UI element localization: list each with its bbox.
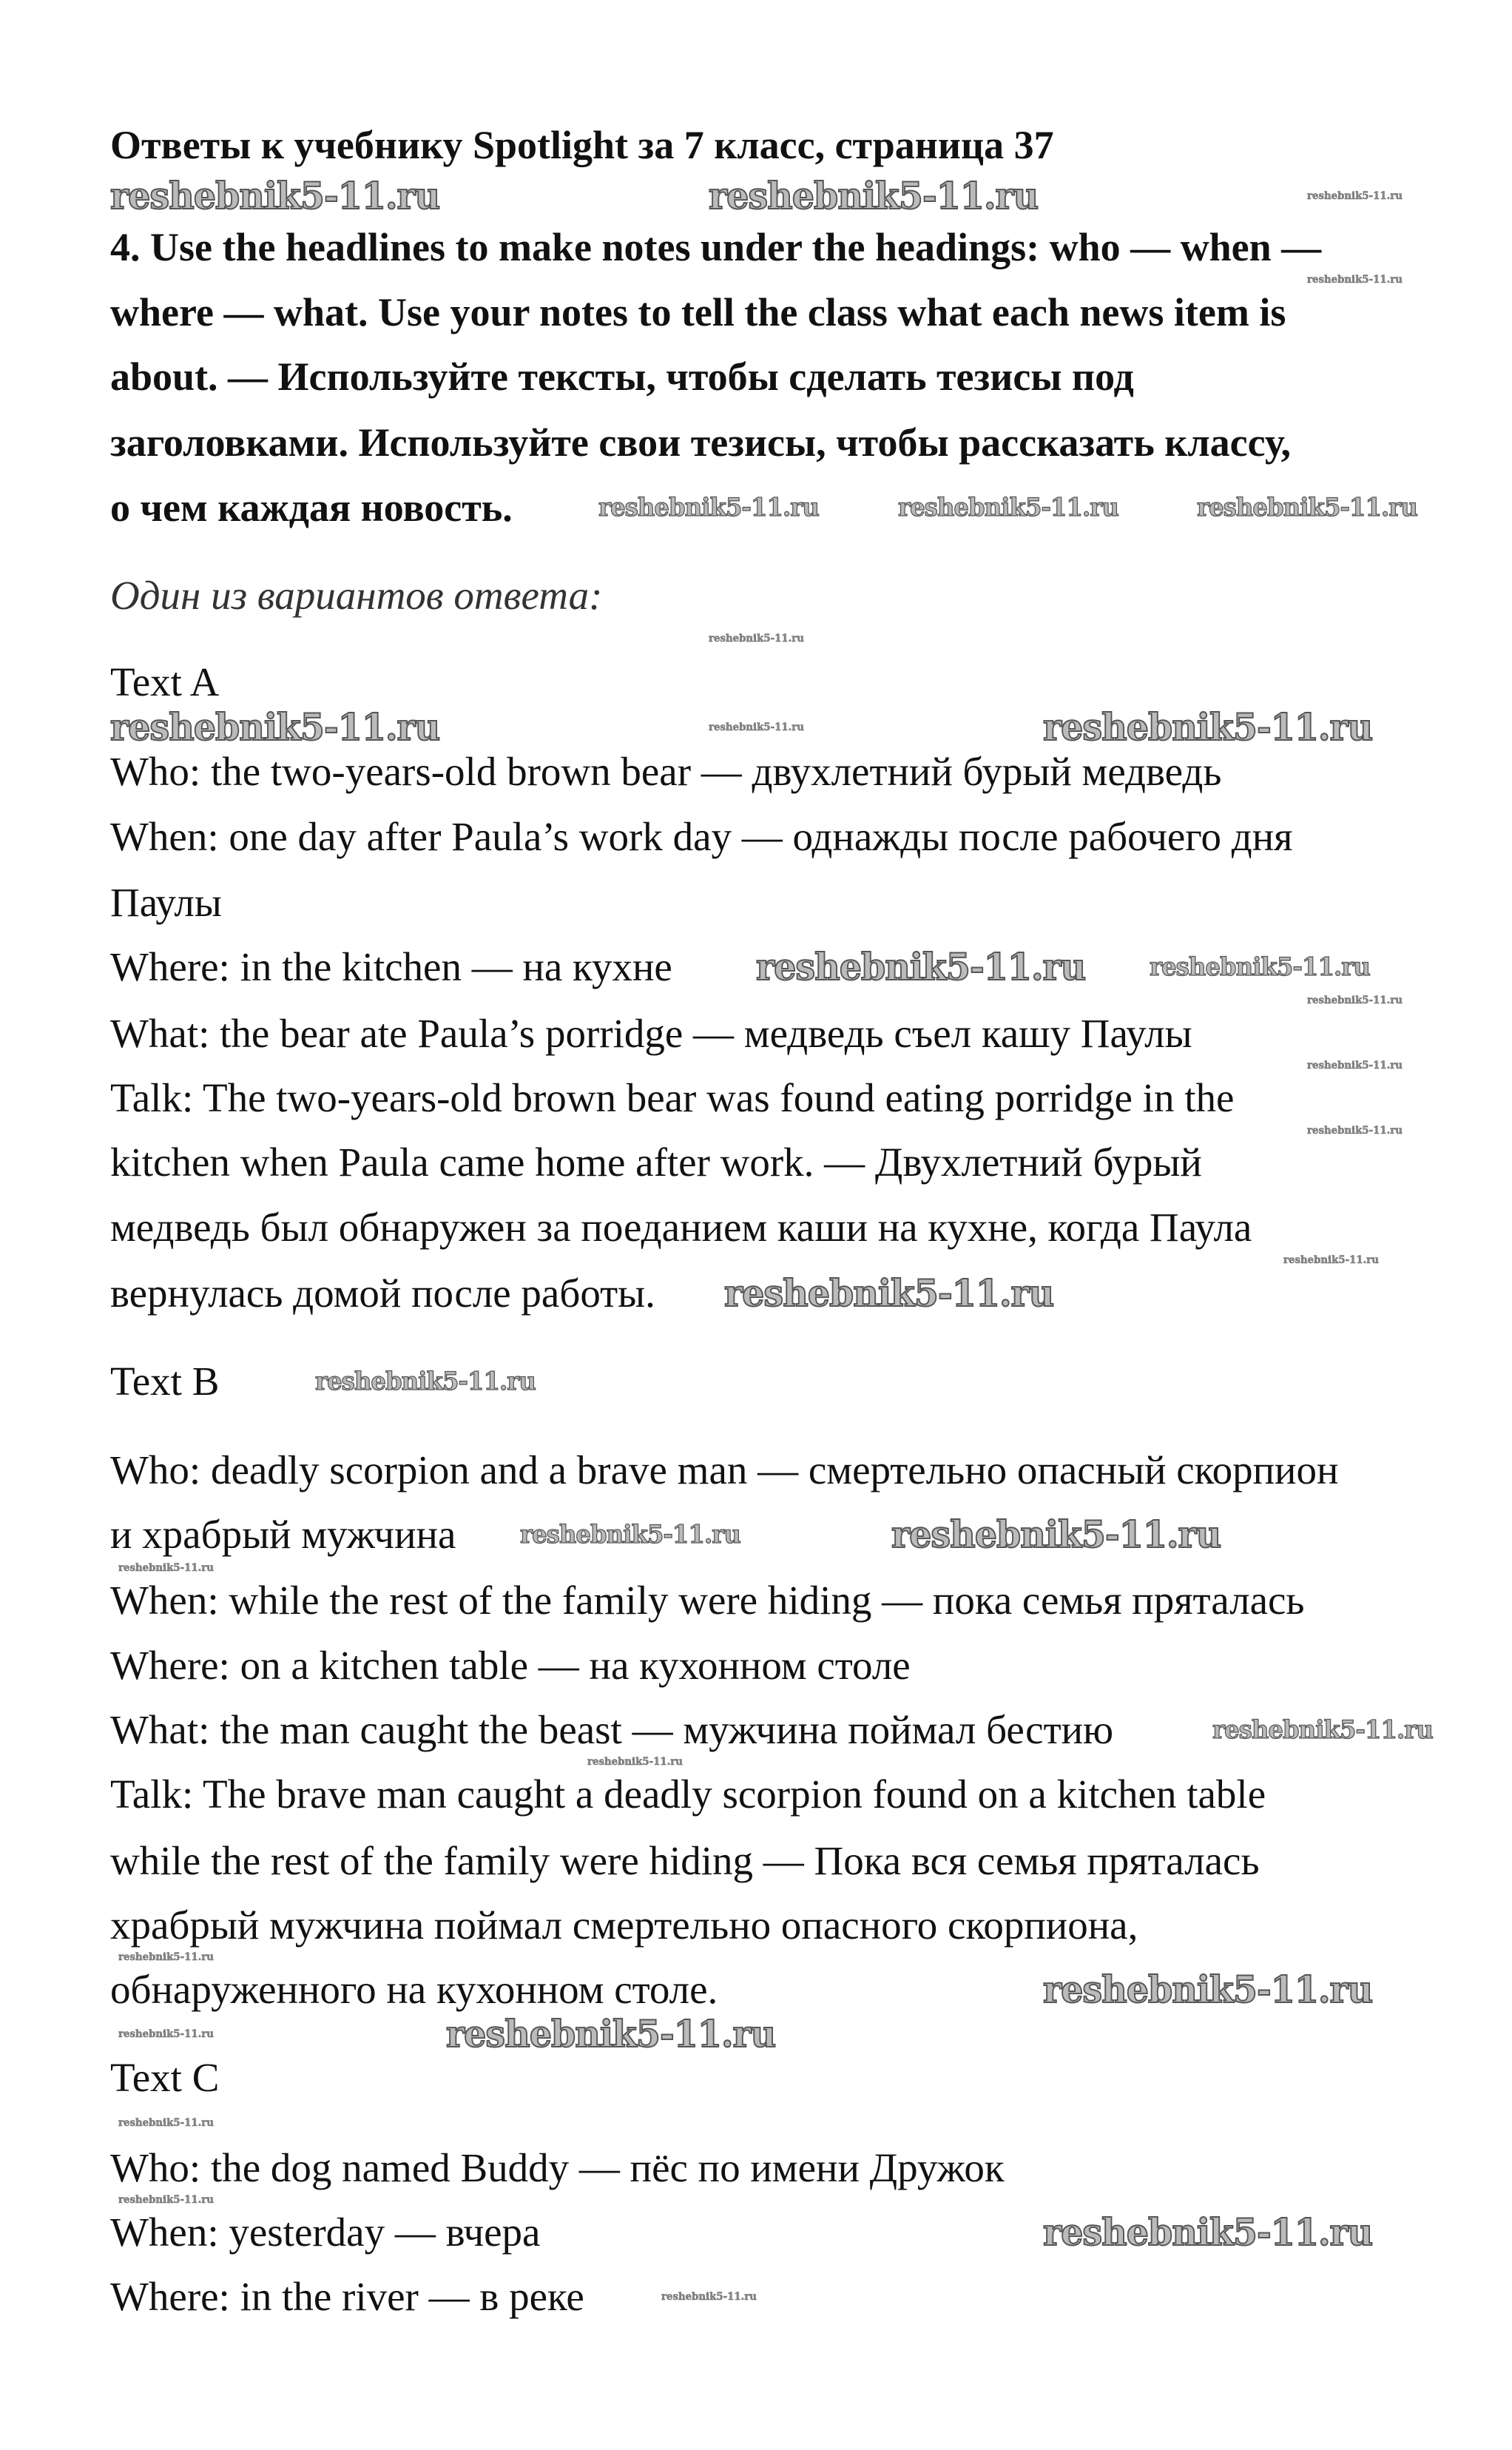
watermark: reshebnik5-11.ru (709, 633, 805, 645)
watermark: reshebnik5-11.ru (1307, 189, 1403, 202)
page-title: Ответы к учебнику Spotlight за 7 класс, страница 37 (110, 122, 1054, 167)
watermark: reshebnik5-11.ru (445, 2011, 775, 2056)
answer-line: и храбрый мужчина (110, 1511, 456, 1557)
watermark: reshebnik5-11.ru (756, 945, 1086, 989)
answer-line: обнаруженного на кухонном столе. (110, 1967, 718, 2013)
watermark: reshebnik5-11.ru (1150, 952, 1371, 983)
section-heading: Text B (110, 1359, 220, 1404)
answer-line: Паулы (110, 880, 222, 925)
answer-line: храбрый мужчина поймал смертельно опасного скорпиона, (110, 1902, 1138, 1948)
answer-line: kitchen when Paula came home after work. — Двухлетний бурый (110, 1140, 1202, 1185)
answer-line: while the rest of the family were hiding — Пока вся семья пряталась (110, 1837, 1260, 1883)
answer-line: Who: the two-years-old brown bear — двухлетний бурый медведь (110, 749, 1222, 795)
task-line: о чем каждая новость. (110, 485, 513, 530)
watermark: reshebnik5-11.ru (598, 492, 819, 522)
answer-line: Who: deadly scorpion and a brave man — смертельно опасный скорпион (110, 1447, 1339, 1492)
answer-line: Talk: The two-years-old brown bear was found eating porridge in the (110, 1075, 1235, 1121)
watermark: reshebnik5-11.ru (709, 721, 805, 733)
task-line: 4. Use the headlines to make notes under the headings: who — when — (110, 225, 1322, 270)
answer-line: Where: in the kitchen — на кухне (110, 944, 672, 990)
watermark: reshebnik5-11.ru (724, 1271, 1054, 1316)
watermark: reshebnik5-11.ru (897, 492, 1118, 522)
watermark: reshebnik5-11.ru (519, 1519, 740, 1549)
task-line: about. — Используйте тексты, чтобы сделать тезисы под (110, 354, 1134, 399)
watermark: reshebnik5-11.ru (1307, 273, 1403, 286)
answer-line: Talk: The brave man caught a deadly scorpion found on a kitchen table (110, 1771, 1266, 1817)
watermark: reshebnik5-11.ru (118, 2194, 214, 2207)
watermark: reshebnik5-11.ru (118, 2027, 214, 2040)
section-heading: Text A (110, 659, 220, 704)
watermark: reshebnik5-11.ru (314, 1367, 536, 1397)
answer-line: Who: the dog named Buddy — пёс по имени Дружок (110, 2144, 1005, 2190)
answer-line: When: one day after Paula’s work day — однажды после рабочего дня (110, 813, 1293, 859)
watermark: reshebnik5-11.ru (110, 173, 440, 218)
watermark: reshebnik5-11.ru (1307, 995, 1403, 1007)
answer-line: When: yesterday — вчера (110, 2210, 541, 2255)
answer-intro: Один из вариантов ответа: (110, 572, 603, 618)
watermark: reshebnik5-11.ru (110, 704, 440, 749)
watermark: reshebnik5-11.ru (1212, 1714, 1434, 1745)
answer-line: When: while the rest of the family were hiding — пока семья пряталась (110, 1578, 1305, 1623)
watermark: reshebnik5-11.ru (709, 173, 1039, 218)
watermark: reshebnik5-11.ru (1197, 492, 1418, 522)
task-line: заголовками. Используйте свои тезисы, чтобы рассказать классу, (110, 420, 1291, 465)
answer-line: Where: in the river — в реке (110, 2274, 584, 2320)
watermark: reshebnik5-11.ru (1042, 1968, 1372, 2012)
watermark: reshebnik5-11.ru (1283, 1254, 1380, 1267)
answer-line: вернулась домой после работы. (110, 1271, 655, 1316)
watermark: reshebnik5-11.ru (118, 2117, 214, 2130)
watermark: reshebnik5-11.ru (661, 2291, 757, 2303)
answer-line: Where: on a kitchen table — на кухонном столе (110, 1642, 911, 1688)
watermark: reshebnik5-11.ru (891, 1512, 1221, 1556)
watermark: reshebnik5-11.ru (118, 1951, 214, 1964)
watermark: reshebnik5-11.ru (118, 1561, 214, 1574)
watermark: reshebnik5-11.ru (1042, 704, 1372, 749)
answer-line: What: the bear ate Paula’s porridge — медведь съел кашу Паулы (110, 1010, 1192, 1056)
watermark: reshebnik5-11.ru (1307, 1124, 1403, 1137)
task-line: where — what. Use your notes to tell the class what each news item is (110, 289, 1286, 334)
watermark: reshebnik5-11.ru (1307, 1060, 1403, 1072)
answer-line: медведь был обнаружен за поеданием каши на кухне, когда Паула (110, 1204, 1252, 1250)
answer-line: What: the man caught the beast — мужчина поймал бестию (110, 1706, 1114, 1752)
section-heading: Text C (110, 2055, 220, 2101)
watermark: reshebnik5-11.ru (587, 1756, 684, 1768)
watermark: reshebnik5-11.ru (1042, 2210, 1372, 2255)
